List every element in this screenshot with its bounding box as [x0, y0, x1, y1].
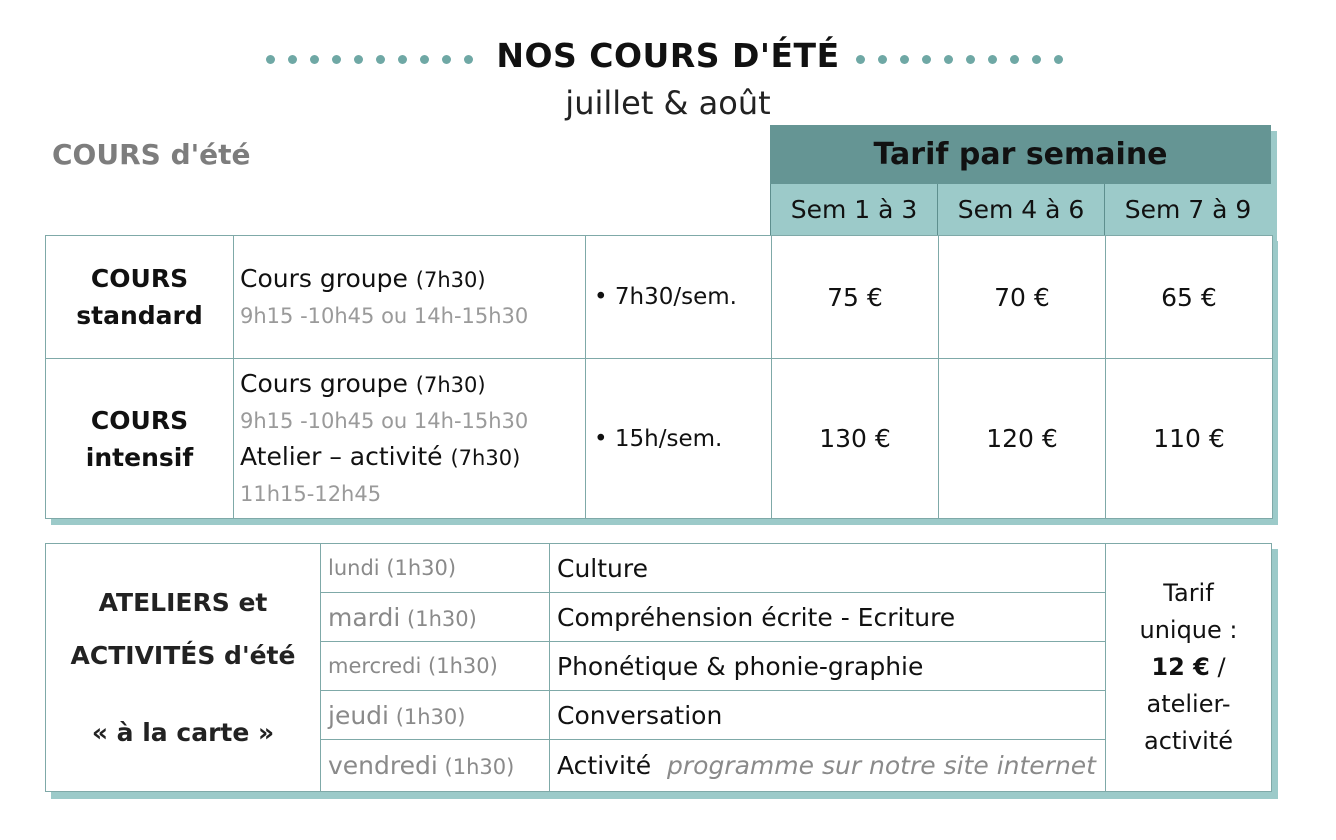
ateliers-table [45, 543, 1272, 792]
course-description [234, 236, 586, 359]
table-row [46, 359, 1273, 519]
course-name-line: COURS [90, 405, 189, 435]
price-cell: 70 € [939, 236, 1106, 359]
table-row [46, 236, 1273, 359]
courses-table [45, 235, 1273, 519]
tarif-unique-line: atelier- [1146, 690, 1231, 718]
course-line: Cours groupe (7h30) [240, 368, 486, 398]
course-description [234, 359, 586, 519]
section-label: COURS d'été [52, 138, 251, 171]
activity-note: programme sur notre site internet [667, 751, 1096, 780]
day-cell: mercredi (1h30) [321, 642, 550, 691]
activity-cell: Activité programme sur notre site internet [550, 740, 1106, 792]
course-schedule: 11h15-12h45 [240, 481, 382, 506]
tarif-unique-line: Tarif [1163, 579, 1214, 607]
price-cell: 110 € [1106, 359, 1273, 519]
ateliers-title-line: ATELIERS et [98, 588, 268, 617]
course-name [46, 236, 234, 359]
activity-cell: Conversation [550, 691, 1106, 740]
course-line: Atelier – activité (7h30) [240, 441, 521, 471]
day-cell: lundi (1h30) [321, 544, 550, 593]
tarif-unique [1106, 544, 1272, 792]
tarif-unique-price: 12 € / [1151, 653, 1226, 681]
ateliers-title-line: « à la carte » [91, 718, 275, 747]
price-cell: 130 € [772, 359, 939, 519]
course-hours: • 15h/sem. [586, 359, 772, 519]
course-name [46, 359, 234, 519]
ateliers-title-line: ACTIVITÉS d'été [70, 641, 296, 670]
price-cell: 120 € [939, 359, 1106, 519]
course-schedule: 9h15 -10h45 ou 14h-15h30 [240, 303, 529, 328]
activity-cell: Culture [550, 544, 1106, 593]
course-name-line: standard [76, 301, 203, 330]
page-subtitle: juillet & août [565, 84, 771, 122]
price-cell: 65 € [1106, 236, 1273, 359]
course-schedule: 9h15 -10h45 ou 14h-15h30 [240, 408, 529, 433]
day-cell: mardi (1h30) [321, 593, 550, 642]
activity-cell: Phonétique & phonie-graphie [550, 642, 1106, 691]
ateliers-title [46, 544, 321, 792]
page-title: NOS COURS D'ÉTÉ [496, 36, 840, 75]
table-row [46, 544, 1272, 593]
activity-cell: Compréhension écrite - Ecriture [550, 593, 1106, 642]
tarif-unique-line: unique : [1139, 616, 1238, 644]
course-name-line: COURS [90, 264, 189, 293]
tarif-header: Tarif par semaine [770, 125, 1271, 184]
day-cell: jeudi (1h30) [321, 691, 550, 740]
price-cell: 75 € [772, 236, 939, 359]
tarif-column-sem-7-9: Sem 7 à 9 [1104, 184, 1271, 235]
tarif-column-sem-4-6: Sem 4 à 6 [937, 184, 1104, 235]
tarif-unique-line: activité [1143, 727, 1234, 755]
day-cell: vendredi (1h30) [321, 740, 550, 792]
course-name-line: intensif [85, 442, 194, 472]
course-line: Cours groupe (7h30) [240, 263, 486, 293]
tarif-column-sem-1-3: Sem 1 à 3 [770, 184, 937, 235]
course-hours: • 7h30/sem. [586, 236, 772, 359]
